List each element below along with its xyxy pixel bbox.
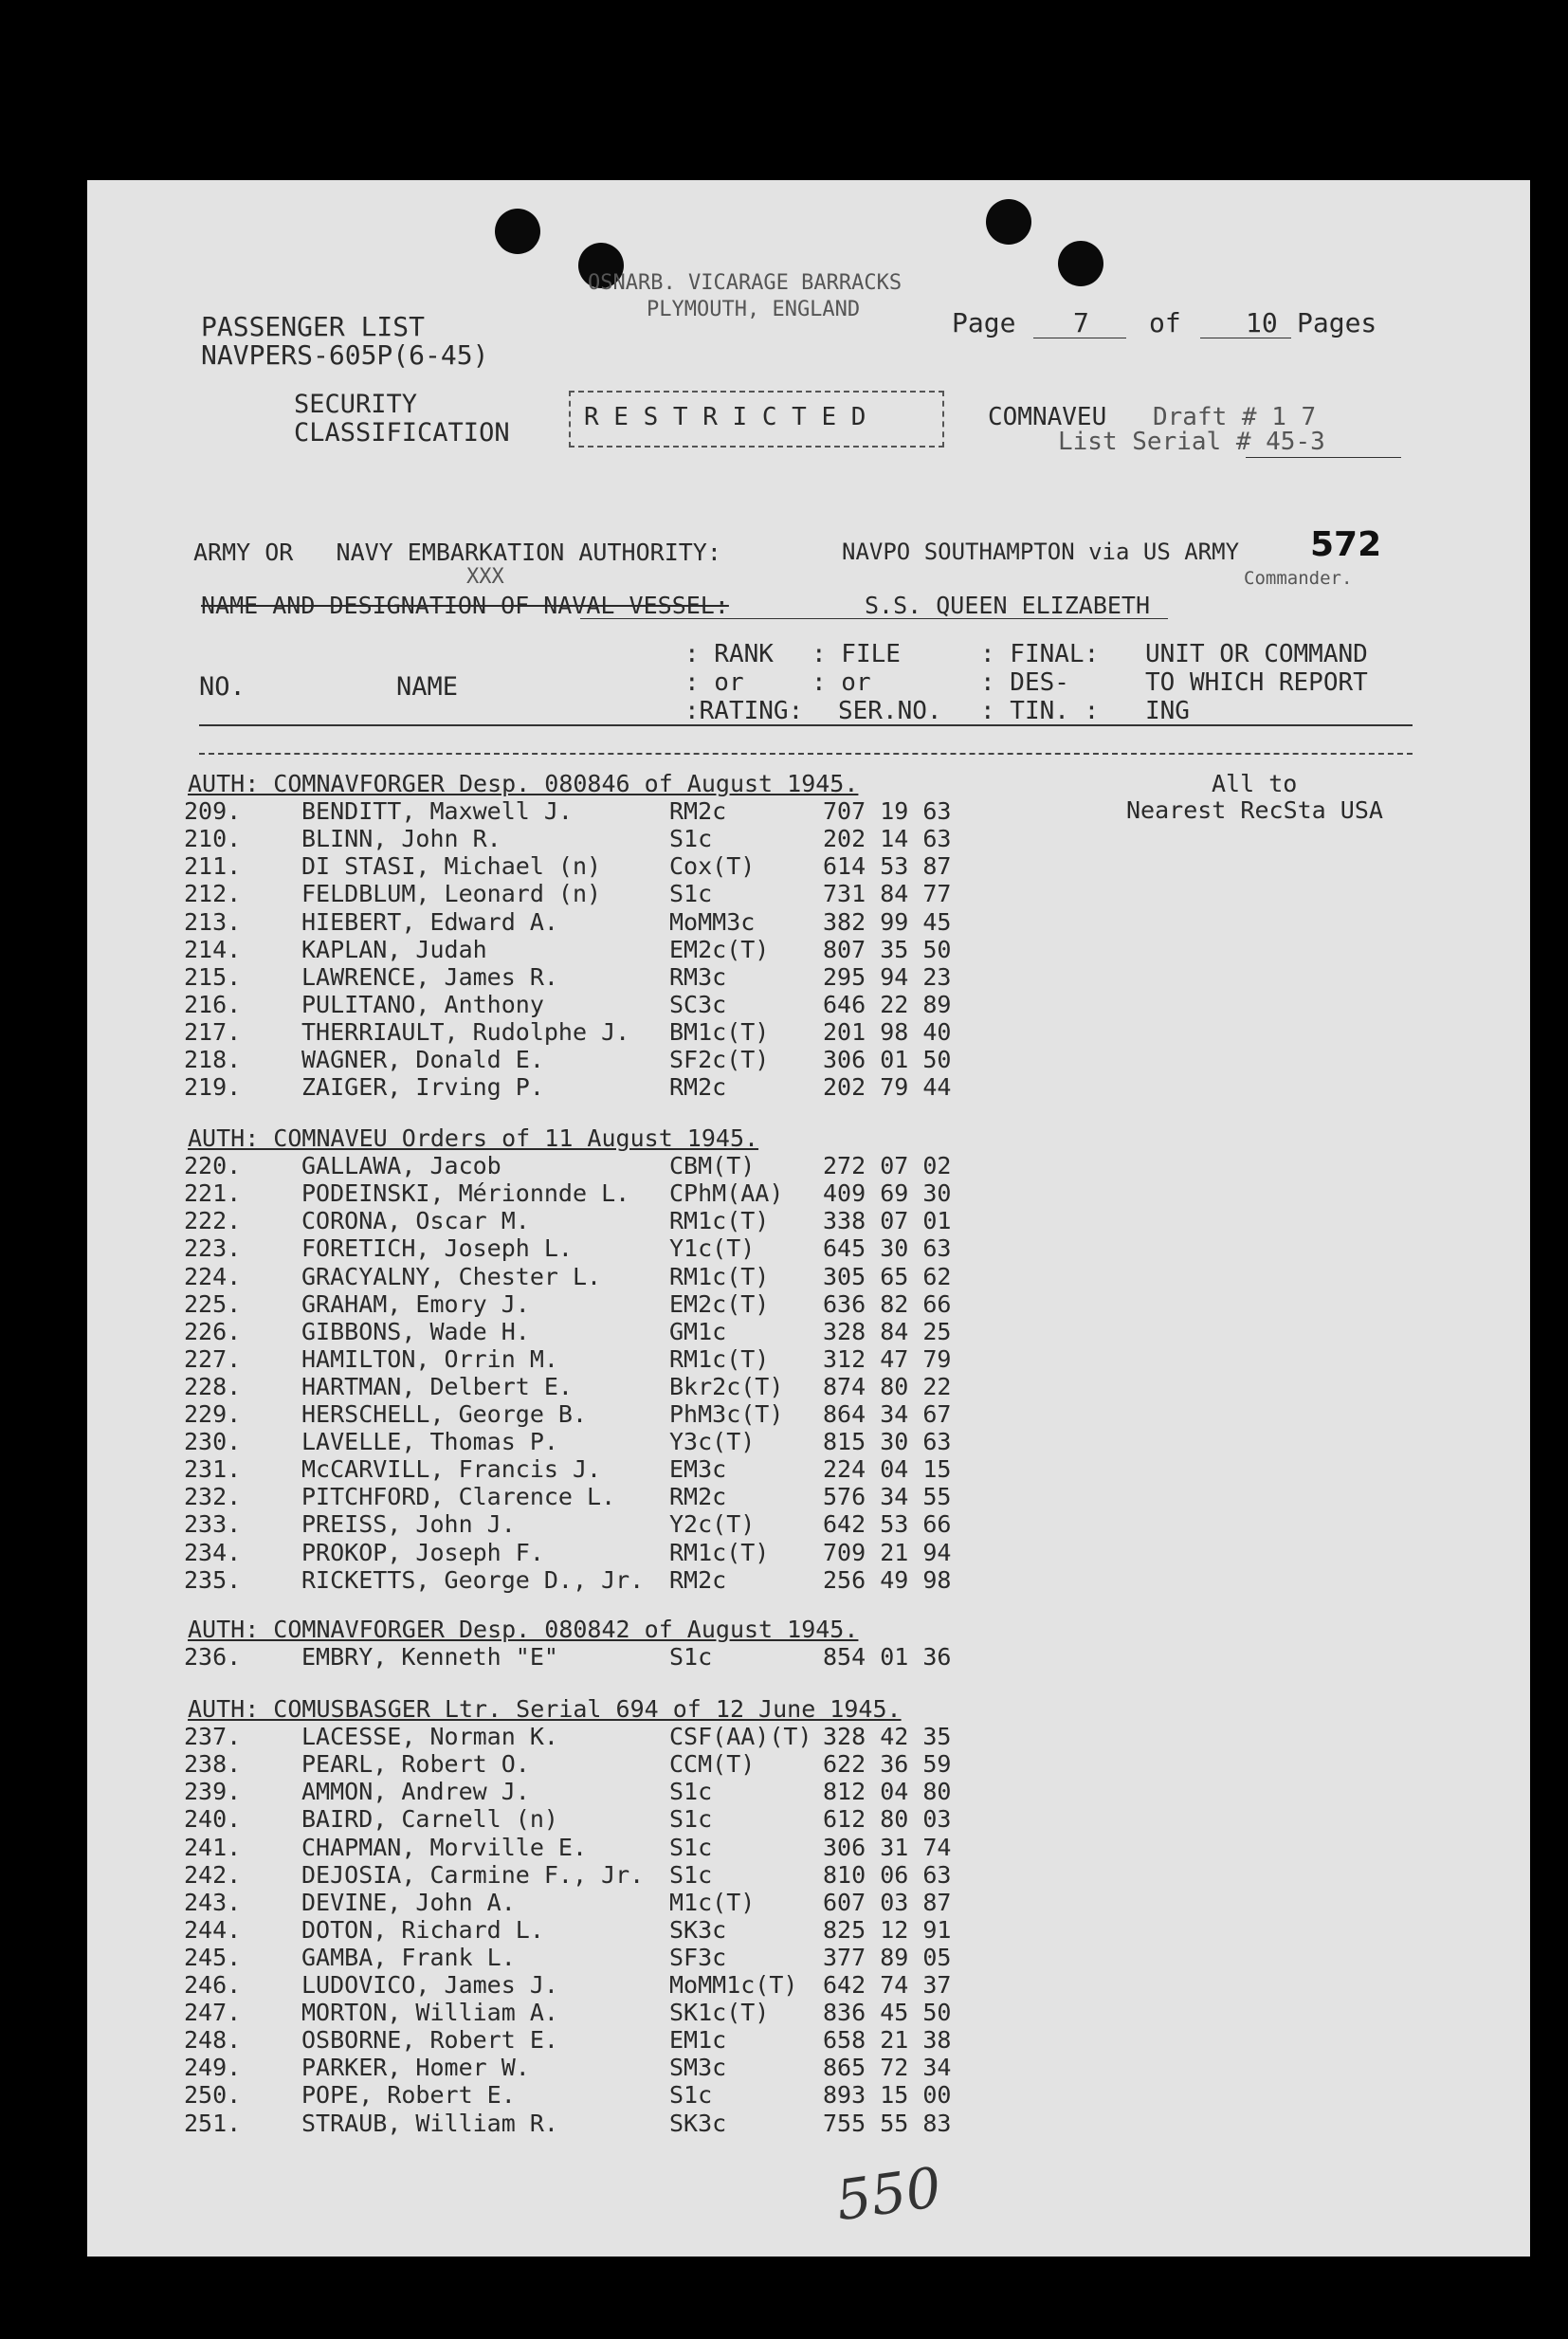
service-number: 614 53 87 [823, 852, 952, 881]
header-no: NO. [199, 672, 246, 702]
rating: M1c(T) [669, 1888, 756, 1916]
service-number: 864 34 67 [823, 1400, 952, 1428]
rating: CCM(T) [669, 1750, 756, 1779]
page-current: 7 [1073, 307, 1089, 338]
passenger-name: MORTON, William A. [301, 1999, 558, 2027]
header-file-3: SER.NO. [838, 697, 942, 725]
auth-line: AUTH: COMNAVEU Orders of 11 August 1945. [188, 1124, 759, 1152]
row-number: 212. [184, 880, 242, 908]
report-to-line-2: Nearest RecSta USA [1126, 796, 1383, 824]
header-unit-1: UNIT OR COMMAND [1145, 640, 1368, 668]
rating: Bkr2c(T) [669, 1372, 784, 1400]
form-number: NAVPERS-605P(6-45) [201, 339, 489, 371]
service-number: 622 36 59 [823, 1750, 952, 1779]
handwritten-number: 550 [831, 2154, 945, 2234]
rating: MoMM3c [669, 907, 756, 936]
vessel-label: NAME AND DESIGNATION OF NAVAL VESSEL: [201, 592, 729, 619]
row-number: 239. [184, 1778, 242, 1806]
passenger-name: DI STASI, Michael (n) [301, 852, 602, 881]
row-number: 232. [184, 1483, 242, 1511]
service-number: 865 72 34 [823, 2054, 952, 2082]
service-number: 272 07 02 [823, 1152, 952, 1180]
passenger-name: PEARL, Robert O. [301, 1750, 530, 1779]
passenger-name: HARTMAN, Delbert E. [301, 1372, 573, 1400]
row-number: 213. [184, 907, 242, 936]
passenger-name: BLINN, John R. [301, 825, 501, 853]
service-number: 642 74 37 [823, 1971, 952, 1999]
service-number: 201 98 40 [823, 1017, 952, 1046]
rating: RM1c(T) [669, 1344, 770, 1373]
passenger-name: LAWRENCE, James R. [301, 962, 558, 991]
row-number: 214. [184, 935, 242, 963]
passenger-name: CHAPMAN, Morville E. [301, 1833, 588, 1861]
passenger-name: PROKOP, Joseph F. [301, 1538, 544, 1566]
authority-number: 572 [1310, 525, 1382, 564]
passenger-name: GAMBA, Frank L. [301, 1943, 516, 1971]
row-number: 220. [184, 1152, 242, 1180]
rating: RM1c(T) [669, 1538, 770, 1566]
row-number: 222. [184, 1207, 242, 1235]
rating: SF2c(T) [669, 1046, 770, 1073]
passenger-name: PULITANO, Anthony [301, 990, 544, 1018]
passenger-name: DEJOSIA, Carmine F., Jr. [301, 1860, 645, 1889]
passenger-name: OSBORNE, Robert E. [301, 2026, 558, 2055]
authority-label: ARMY OR NAVY EMBARKATION AUTHORITY: [193, 539, 721, 566]
passenger-name: FORETICH, Joseph L. [301, 1234, 573, 1263]
authority-suffix: Commander. [1244, 568, 1353, 589]
row-number: 210. [184, 825, 242, 853]
list-serial: List Serial # 45-3 [1058, 428, 1325, 456]
service-number: 825 12 91 [823, 1915, 952, 1944]
row-number: 238. [184, 1750, 242, 1779]
page-label: Page [952, 307, 1016, 338]
row-number: 227. [184, 1344, 242, 1373]
rating: RM2c [669, 1483, 727, 1511]
row-number: 249. [184, 2054, 242, 2082]
service-number: 836 45 50 [823, 1999, 952, 2027]
service-number: 312 47 79 [823, 1344, 952, 1373]
rating: Cox(T) [669, 852, 756, 881]
auth-line: AUTH: COMNAVFORGER Desp. 080846 of August 1945. [188, 770, 859, 797]
passenger-name: PODEINSKI, Mérionnde L. [301, 1179, 630, 1208]
passenger-name: FELDBLUM, Leonard (n) [301, 880, 602, 908]
row-number: 250. [184, 2081, 242, 2110]
row-number: 237. [184, 1723, 242, 1751]
rating: CSF(AA)(T) [669, 1723, 812, 1751]
row-number: 228. [184, 1372, 242, 1400]
row-number: 218. [184, 1046, 242, 1073]
passenger-name: EMBRY, Kenneth "E" [301, 1643, 558, 1672]
service-number: 731 84 77 [823, 880, 952, 908]
passenger-name: POPE, Robert E. [301, 2081, 516, 2110]
passenger-name: RICKETTS, George D., Jr. [301, 1565, 645, 1594]
row-number: 229. [184, 1400, 242, 1428]
rating: RM1c(T) [669, 1207, 770, 1235]
passenger-name: LAVELLE, Thomas P. [301, 1428, 558, 1456]
rating: MoMM1c(T) [669, 1971, 798, 1999]
page-of-label: of [1149, 307, 1181, 338]
rating: Y1c(T) [669, 1234, 756, 1263]
rating: S1c [669, 1643, 713, 1672]
rating: GM1c [669, 1317, 727, 1345]
service-number: 874 80 22 [823, 1372, 952, 1400]
rating: Y3c(T) [669, 1428, 756, 1456]
header-final-3: : TIN. : [980, 697, 1100, 725]
punch-hole [986, 199, 1031, 245]
row-number: 225. [184, 1289, 242, 1318]
service-number: 295 94 23 [823, 962, 952, 991]
classification-label: CLASSIFICATION [294, 418, 510, 448]
service-number: 382 99 45 [823, 907, 952, 936]
rating: SF3c [669, 1943, 727, 1971]
rating: EM2c(T) [669, 935, 770, 963]
passenger-name: LACESSE, Norman K. [301, 1723, 558, 1751]
service-number: 642 53 66 [823, 1510, 952, 1539]
service-number: 306 31 74 [823, 1833, 952, 1861]
auth-line: AUTH: COMUSBASGER Ltr. Serial 694 of 12 June 1945. [188, 1695, 902, 1723]
passenger-name: GRAHAM, Emory J. [301, 1289, 530, 1318]
rating: S1c [669, 1833, 713, 1861]
header-unit-2: TO WHICH REPORT [1145, 668, 1368, 697]
row-number: 217. [184, 1017, 242, 1046]
service-number: 636 82 66 [823, 1289, 952, 1318]
row-number: 251. [184, 2109, 242, 2137]
rating: Y2c(T) [669, 1510, 756, 1539]
row-number: 246. [184, 1971, 242, 1999]
service-number: 815 30 63 [823, 1428, 952, 1456]
passenger-name: GRACYALNY, Chester L. [301, 1262, 602, 1290]
service-number: 812 04 80 [823, 1778, 952, 1806]
row-number: 221. [184, 1179, 242, 1208]
passenger-name: GIBBONS, Wade H. [301, 1317, 530, 1345]
row-number: 244. [184, 1915, 242, 1944]
service-number: 377 89 05 [823, 1943, 952, 1971]
rating: SC3c [669, 990, 727, 1018]
row-number: 242. [184, 1860, 242, 1889]
rating: CBM(T) [669, 1152, 756, 1180]
row-number: 209. [184, 797, 242, 826]
punch-hole [1058, 241, 1103, 286]
service-number: 202 14 63 [823, 825, 952, 853]
header-rank-2: : or [684, 668, 744, 697]
service-number: 328 42 35 [823, 1723, 952, 1751]
row-number: 235. [184, 1565, 242, 1594]
service-number: 807 35 50 [823, 935, 952, 963]
rating: CPhM(AA) [669, 1179, 784, 1208]
document-page [87, 180, 1530, 2257]
row-number: 248. [184, 2026, 242, 2055]
row-number: 216. [184, 990, 242, 1018]
rating: RM1c(T) [669, 1262, 770, 1290]
service-number: 810 06 63 [823, 1860, 952, 1889]
row-number: 236. [184, 1643, 242, 1672]
header-rank-3: :RATING: [684, 697, 804, 725]
pages-label: Pages [1297, 307, 1377, 338]
vessel-line [580, 618, 1168, 619]
passenger-name: PREISS, John J. [301, 1510, 516, 1539]
row-number: 230. [184, 1428, 242, 1456]
row-number: 231. [184, 1455, 242, 1484]
rating: RM2c [669, 797, 727, 826]
draft-number: Draft # 1 7 [1153, 403, 1317, 431]
vessel-value: S.S. QUEEN ELIZABETH [865, 592, 1151, 619]
rating: S1c [669, 825, 713, 853]
row-number: 240. [184, 1805, 242, 1834]
service-number: 305 65 62 [823, 1262, 952, 1290]
row-number: 233. [184, 1510, 242, 1539]
authority-strike: XXX [466, 565, 504, 589]
row-number: 224. [184, 1262, 242, 1290]
rating: RM3c [669, 962, 727, 991]
service-number: 707 19 63 [823, 797, 952, 826]
rating: S1c [669, 1860, 713, 1889]
header-file-2: : or [811, 668, 871, 697]
barracks-line-2: PLYMOUTH, ENGLAND [647, 298, 861, 321]
rating: S1c [669, 880, 713, 908]
form-title: PASSENGER LIST [201, 311, 426, 342]
header-final-2: : DES- [980, 668, 1069, 697]
passenger-name: HAMILTON, Orrin M. [301, 1344, 558, 1373]
passenger-name: HERSCHELL, George B. [301, 1400, 588, 1428]
passenger-name: DEVINE, John A. [301, 1888, 516, 1916]
rating: S1c [669, 2081, 713, 2110]
rating: RM2c [669, 1565, 727, 1594]
passenger-name: LUDOVICO, James J. [301, 1971, 558, 1999]
service-number: 755 55 83 [823, 2109, 952, 2137]
header-rank-1: : RANK [684, 640, 774, 668]
passenger-name: STRAUB, William R. [301, 2109, 558, 2137]
passenger-name: ZAIGER, Irving P. [301, 1073, 544, 1102]
service-number: 256 49 98 [823, 1565, 952, 1594]
security-value: R E S T R I C T E D [584, 403, 866, 431]
passenger-name: GALLAWA, Jacob [301, 1152, 501, 1180]
rating: SK3c [669, 2109, 727, 2137]
rating: SK3c [669, 1915, 727, 1944]
rating: SK1c(T) [669, 1999, 770, 2027]
rating: S1c [669, 1805, 713, 1834]
service-number: 645 30 63 [823, 1234, 952, 1263]
row-number: 241. [184, 1833, 242, 1861]
passenger-name: McCARVILL, Francis J. [301, 1455, 602, 1484]
row-number: 243. [184, 1888, 242, 1916]
row-number: 247. [184, 1999, 242, 2027]
header-name: NAME [396, 672, 459, 702]
service-number: 893 15 00 [823, 2081, 952, 2110]
list-serial-line [1246, 457, 1401, 458]
service-number: 224 04 15 [823, 1455, 952, 1484]
row-number: 245. [184, 1943, 242, 1971]
report-to-line-1: All to [1212, 770, 1298, 797]
passenger-name: KAPLAN, Judah [301, 935, 487, 963]
passenger-name: HIEBERT, Edward A. [301, 907, 558, 936]
row-number: 211. [184, 852, 242, 881]
service-number: 658 21 38 [823, 2026, 952, 2055]
service-number: 854 01 36 [823, 1643, 952, 1672]
passenger-name: CORONA, Oscar M. [301, 1207, 530, 1235]
rating: BM1c(T) [669, 1017, 770, 1046]
comnaveu-label: COMNAVEU [988, 403, 1107, 431]
row-number: 215. [184, 962, 242, 991]
rating: EM3c [669, 1455, 727, 1484]
service-number: 328 84 25 [823, 1317, 952, 1345]
service-number: 409 69 30 [823, 1179, 952, 1208]
service-number: 202 79 44 [823, 1073, 952, 1102]
service-number: 709 21 94 [823, 1538, 952, 1566]
rating: PhM3c(T) [669, 1400, 784, 1428]
row-number: 219. [184, 1073, 242, 1102]
service-number: 646 22 89 [823, 990, 952, 1018]
header-unit-3: ING [1145, 697, 1190, 725]
header-file-1: : FILE [811, 640, 901, 668]
service-number: 576 34 55 [823, 1483, 952, 1511]
page-total: 10 [1246, 307, 1278, 338]
service-number: 607 03 87 [823, 1888, 952, 1916]
passenger-name: PITCHFORD, Clarence L. [301, 1483, 616, 1511]
punch-hole [495, 209, 540, 254]
rating: S1c [669, 1778, 713, 1806]
row-number: 223. [184, 1234, 242, 1263]
header-rule-2 [199, 753, 1413, 755]
passenger-name: BAIRD, Carnell (n) [301, 1805, 558, 1834]
barracks-line-1: OSNARB. VICARAGE BARRACKS [588, 271, 903, 295]
service-number: 338 07 01 [823, 1207, 952, 1235]
passenger-name: DOTON, Richard L. [301, 1915, 544, 1944]
rating: EM2c(T) [669, 1289, 770, 1318]
passenger-name: THERRIAULT, Rudolphe J. [301, 1017, 630, 1046]
passenger-name: WAGNER, Donald E. [301, 1046, 544, 1073]
header-rule-1 [199, 724, 1413, 726]
passenger-name: PARKER, Homer W. [301, 2054, 530, 2082]
security-label: SECURITY [294, 390, 418, 419]
passenger-name: AMMON, Andrew J. [301, 1778, 530, 1806]
rating: SM3c [669, 2054, 727, 2082]
service-number: 306 01 50 [823, 1046, 952, 1073]
rating: EM1c [669, 2026, 727, 2055]
auth-line: AUTH: COMNAVFORGER Desp. 080842 of August 1945. [188, 1616, 859, 1643]
authority-value: NAVPO SOUTHAMPTON via US ARMY [842, 539, 1240, 565]
passenger-name: BENDITT, Maxwell J. [301, 797, 573, 826]
row-number: 226. [184, 1317, 242, 1345]
service-number: 612 80 03 [823, 1805, 952, 1834]
header-final-1: : FINAL: [980, 640, 1100, 668]
rating: RM2c [669, 1073, 727, 1102]
row-number: 234. [184, 1538, 242, 1566]
